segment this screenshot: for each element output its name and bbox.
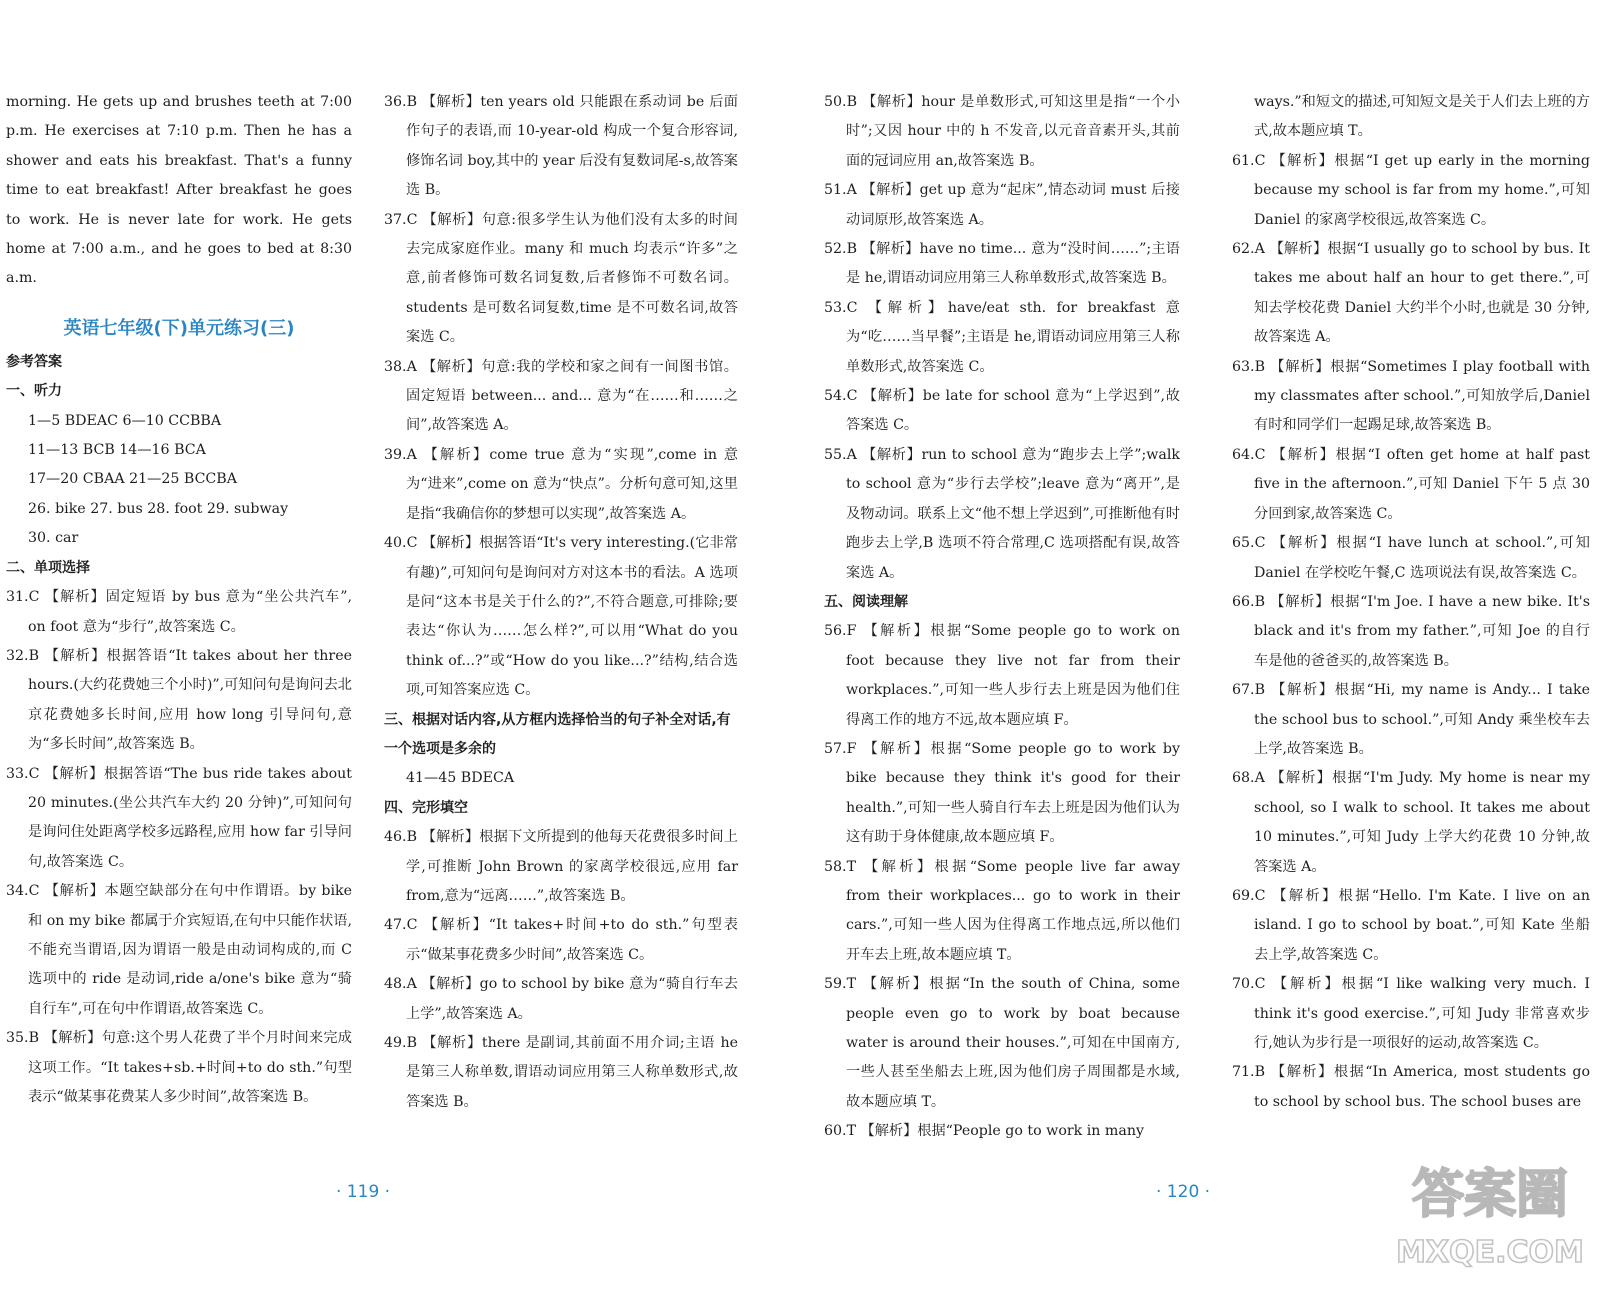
answer-item: 54.C 【解析】be late for school 意为“上学迟到”,故答案选 C。 bbox=[824, 388, 1180, 434]
answer-item: 59.T 【解析】根据“In the south of China, some people even go to work by boat because water is around their houses.”,可知在中国南方,一些人甚至坐船去上班,因为他们房子周围都是水域,故本题应填 T。 bbox=[824, 976, 1180, 1110]
answer-item: 71.B 【解析】根据“In America, most students go to school by school bus. The school buses are bbox=[1232, 1064, 1590, 1110]
answer-item: 70.C 【解析】根据“I like walking very much. I think it's good exercise.”,可知 Judy 非常喜欢步行,她认为步行是一项很好的运动,故答案选 C。 bbox=[1232, 976, 1590, 1051]
listening-line: 11—13 BCB 14—16 BCA bbox=[28, 442, 206, 459]
section-listening: 一、听力 bbox=[6, 383, 62, 400]
answer-item: 63.B 【解析】根据“Sometimes I play football with my classmates after school.”,可知放学后,Daniel有时和同学们一起踢足球,故答案选 B。 bbox=[1232, 358, 1590, 434]
listening-line: 17—20 CBAA 21—25 BCCBA bbox=[28, 471, 237, 488]
section-dialogue: 三、根据对话内容,从方框内选择恰当的句子补全对话,有一个选项是多余的 bbox=[384, 711, 731, 757]
answer-item: 56.F 【解析】根据“Some people go to work on foot because they live not far from their workplaces.”,可知一些人步行去上班是因为他们住得离工作的地方不远,故本题应填 F。 bbox=[824, 623, 1180, 728]
watermark-text-en: MXQE.COM bbox=[1396, 1235, 1584, 1270]
answer-item: 47.C 【解析】“It takes+时间+to do sth.”句型表示“做某事花费多少时间”,故答案选 C。 bbox=[384, 917, 738, 963]
watermark-text-cn: 答案圈 bbox=[1411, 1165, 1569, 1225]
answer-item: 33.C 【解析】根据答语“The bus ride takes about 20 minutes.(坐公共汽车大约 20 分钟)”,可知问句是询问住处距离学校多远路程,应用 how far 引导问句,故答案选 C。 bbox=[6, 765, 352, 870]
listening-answers bbox=[6, 407, 352, 554]
answer-item: 46.B 【解析】根据下文所提到的他每天花费很多时间上学,可推断 John Brown 的家离学校很远,应用 far from,意为“远离……”,故答案选 B。 bbox=[384, 829, 738, 904]
answer-item: 36.B 【解析】ten years old 只能跟在系动词 be 后面作句子的表语,而 10-year-old 构成一个复合形容词,修饰名词 boy,其中的 year 后没有复数词尾-s,故答案选 B。 bbox=[384, 94, 738, 199]
answer-item: 68.A 【解析】根据“I'm Judy. My home is near my school, so I walk to school. It takes me about 10 minutes.”,可知 Judy 上学大约花费 10 分钟,故答案选 A。 bbox=[1232, 770, 1590, 875]
answer-item: 40.C 【解析】根据答语“It's very interesting.(它非常有趣)”,可知问句是询问对方对这本书的看法。A 选项是问“这本书是关于什么的?”,不符合题意,可排除;要表达“你认为……怎么样?”,可以用“What do you think of...?”或“How do you like...?”结构,结合选项,可知答案应选 C。 bbox=[384, 535, 738, 699]
right-page-column-2 bbox=[1232, 88, 1590, 1117]
answer-item: 58.T 【解析】根据“Some people live far away from their workplaces... go to work in their cars.”,可知一些人因为住得离工作地点远,所以他们开车去上班,故本题应填 T。 bbox=[824, 858, 1180, 963]
answer-item: 37.C 【解析】句意:很多学生认为他们没有太多的时间去完成家庭作业。many 和 much 均表示“许多”之意,前者修饰可数名词复数,后者修饰不可数名词。students 是可数名词复数,time 是不可数名词,故答案选 C。 bbox=[384, 211, 738, 346]
answer-item: 69.C 【解析】根据“Hello. I'm Kate. I live on an island. I go to school by boat.”,可知 Kate 坐船去上学,故答案选 C。 bbox=[1232, 887, 1590, 963]
right-page-column-1 bbox=[824, 88, 1180, 1147]
unit-title: 英语七年级(下)单元练习(三) bbox=[63, 317, 295, 339]
answer-item: 34.C 【解析】本题空缺部分在句中作谓语。by bike 和 on my bike 都属于介宾短语,在句中只能作状语,不能充当谓语,因为谓语一般是由动词构成的,而 C 选项中的 ride 是动词,ride a/one's bike 意为“骑自行车”,可在句中作谓语,故答案选 C。 bbox=[6, 883, 352, 1017]
answer-item: 60.T 【解析】根据“People go to work in many bbox=[824, 1123, 1144, 1140]
section-single-choice: 二、单项选择 bbox=[6, 559, 90, 576]
left-page-column-1 bbox=[6, 88, 352, 1112]
left-page-column-2 bbox=[384, 88, 738, 1117]
answer-item: 49.B 【解析】there 是副词,其前面不用介词;主语 he 是第三人称单数,谓语动词应用第三人称单数形式,故答案选 B。 bbox=[384, 1035, 738, 1110]
answer-item: 53.C 【解析】have/eat sth. for breakfast 意为“吃……当早餐”;主语是 he,谓语动词应用第三人称单数形式,故答案选 C。 bbox=[824, 299, 1180, 375]
answer-item: 55.A 【解析】run to school 意为“跑步去上学”;walk to school 意为“步行去学校”;leave 意为“离开”,是及物动词。联系上文“他不想上学迟到”,可推断他有时跑步去上学,B 选项不符合常理,C 选项搭配有误,故答案选 A。 bbox=[824, 446, 1180, 581]
answer-item: 32.B 【解析】根据答语“It takes about her three hours.(大约花费她三个小时)”,可知问句是询问去北京花费她多长时间,应用 how long 引导问句,意为“多长时间”,故答案选 B。 bbox=[6, 647, 352, 753]
answer-continuation: ways.”和短文的描述,可知短文是关于人们去上班的方式,故本题应填 T。 bbox=[1254, 94, 1590, 140]
answer-item: 67.B 【解析】根据“Hi, my name is Andy... I take the school bus to school.”,可知 Andy 乘坐校车去上学,故答案选 B。 bbox=[1232, 682, 1590, 757]
answer-item: 57.F 【解析】根据“Some people go to work by bike because they think it's good for their health.”,可知一些人骑自行车去上班是因为他们认为这有助于身体健康,故本题应填 F。 bbox=[824, 740, 1180, 846]
answer-item: 51.A 【解析】get up 意为“起床”,情态动词 must 后接动词原形,故答案选 A。 bbox=[824, 182, 1180, 228]
page-number-right: · 120 · bbox=[1156, 1182, 1211, 1202]
answer-item: 52.B 【解析】have no time... 意为“没时间……”;主语是 he,谓语动词应用第三人称单数形式,故答案选 B。 bbox=[824, 241, 1180, 287]
listening-line: 26. bike 27. bus 28. foot 29. subway bbox=[28, 500, 289, 517]
answer-item: 35.B 【解析】句意:这个男人花费了半个月时间来完成这项工作。“It takes+sb.+时间+to do sth.”句型表示“做某事花费某人多少时间”,故答案选 B。 bbox=[6, 1030, 352, 1105]
answer-item: 62.A 【解析】根据“I usually go to school by bus. It takes me about half an hour to get there.”,可知去学校花费 Daniel 大约半个小时,也就是 30 分钟,故答案选 A。 bbox=[1232, 241, 1590, 346]
watermark-logo bbox=[1390, 1150, 1590, 1280]
dialogue-answers: 41—45 BDECA bbox=[406, 770, 515, 787]
answer-item: 61.C 【解析】根据“I get up early in the morning because my school is far from my home.”,可知 Daniel 的家离学校很远,故答案选 C。 bbox=[1232, 152, 1590, 228]
passage-continuation: morning. He gets up and brushes teeth at 7:00 p.m. He exercises at 7:10 p.m. Then he has a shower and eats his breakfast. That's a funny time to eat breakfast! After breakfast he goes to work. He is never late for work. He gets home at 7:00 a.m., and he goes to bed at 8:30 a.m. bbox=[6, 94, 352, 287]
answer-item: 38.A 【解析】句意:我的学校和家之间有一间图书馆。固定短语 between... and... 意为“在……和……之间”,故答案选 A。 bbox=[384, 358, 738, 434]
listening-line: 30. car bbox=[28, 530, 79, 547]
section-cloze: 四、完形填空 bbox=[384, 799, 468, 816]
answer-item: 66.B 【解析】根据“I'm Joe. I have a new bike. It's black and it's from my father.”,可知 Joe 的自行车是他的爸爸买的,故答案选 B。 bbox=[1232, 593, 1590, 669]
answer-item: 64.C 【解析】根据“I often get home at half past five in the afternoon.”,可知 Daniel 下午 5 点 30 分回到家,故答案选 C。 bbox=[1232, 446, 1590, 522]
answer-key-heading: 参考答案 bbox=[6, 353, 62, 370]
listening-line: 1—5 BDEAC 6—10 CCBBA bbox=[28, 412, 222, 429]
answer-item: 48.A 【解析】go to school by bike 意为“骑自行车去上学”,故答案选 A。 bbox=[384, 976, 738, 1022]
section-reading: 五、阅读理解 bbox=[824, 593, 908, 610]
answer-item: 31.C 【解析】固定短语 by bus 意为“坐公共汽车”, on foot 意为“步行”,故答案选 C。 bbox=[6, 589, 352, 635]
answer-item: 65.C 【解析】根据“I have lunch at school.”,可知 Daniel 在学校吃午餐,C 选项说法有误,故答案选 C。 bbox=[1232, 535, 1590, 581]
page-number-left: · 119 · bbox=[336, 1182, 391, 1202]
answer-item: 39.A 【解析】come true 意为“实现”,come in 意为“进来”,come on 意为“快点”。分析句意可知,这里是指“我确信你的梦想可以实现”,故答案选 A。 bbox=[384, 446, 738, 522]
answer-item: 50.B 【解析】hour 是单数形式,可知这里是指“一个小时”;又因 hour 中的 h 不发音,以元音音素开头,其前面的冠词应用 an,故答案选 B。 bbox=[824, 94, 1180, 169]
